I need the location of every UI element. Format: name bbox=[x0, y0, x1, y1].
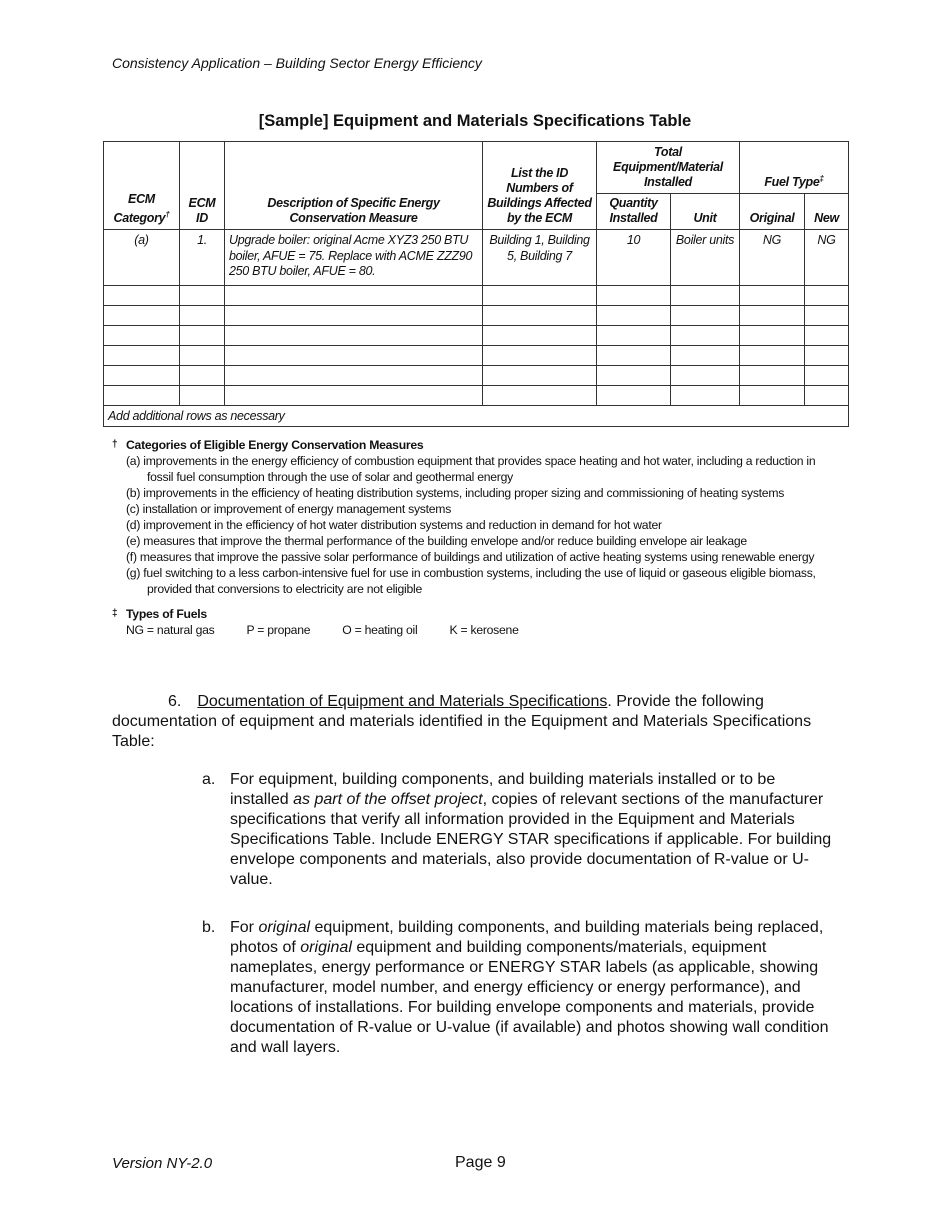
list-item-b: b. For original equipment, building components, and building materials being replaced, photos of original equipment and building components/materials, equipment nameplates, energy performance or ENERGY STAR labels (as applicable, showing manufacturer, model number, and energy efficiency or energy performance), and locations of installations. For building envelope components and materials, provide documentation of R-value or U-value (if available) and photos showing wall condition and wall layers. bbox=[202, 919, 829, 1056]
running-header: Consistency Application – Building Sector Energy Efficiency bbox=[112, 55, 482, 71]
cell-quantity: 10 bbox=[597, 230, 671, 286]
empty-row bbox=[104, 286, 849, 306]
cell-new: NG bbox=[805, 230, 849, 286]
empty-row bbox=[104, 366, 849, 386]
fuel-p: P = propane bbox=[246, 623, 311, 637]
category-item: (c) installation or improvement of energy management systems bbox=[126, 502, 452, 516]
category-item: (d) improvement in the efficiency of hot water distribution systems and reduction in demand for hot water bbox=[126, 518, 662, 532]
fuels-list bbox=[112, 622, 842, 638]
header-fuel-type: Fuel Type‡ bbox=[740, 142, 849, 194]
table-footnotes bbox=[112, 437, 842, 638]
list-item-a: a. For equipment, building components, and building materials installed or to be installed as part of the offset project, copies of relevant sections of the manufacturer specifications that verify all information provided in the Equipment and Materials Specifications Table. Include ENERGY STAR specifications if applicable. For building envelope components and materials, also provide documentation of R-value or U-value. bbox=[202, 771, 832, 888]
empty-row bbox=[104, 346, 849, 366]
header-ecm-id: ECM ID bbox=[180, 142, 225, 230]
header-new: New bbox=[805, 194, 849, 230]
section-6-heading: Documentation of Equipment and Materials Specifications bbox=[197, 693, 608, 710]
table-footer-note: Add additional rows as necessary bbox=[104, 406, 849, 427]
header-description: Description of Specific Energy Conservation Measure bbox=[225, 142, 483, 230]
category-item: (e) measures that improve the thermal performance of the building envelope and/or reduce building envelope air leakage bbox=[126, 534, 747, 548]
header-total-installed: Total Equipment/Material Installed bbox=[597, 142, 740, 194]
empty-row bbox=[104, 306, 849, 326]
equipment-specifications-table bbox=[103, 141, 849, 427]
category-item: (a) improvements in the energy efficiency of combustion equipment that provides space heating and hot water, including a reduction in fossil fuel consumption through the use of solar and geothermal energy bbox=[126, 454, 816, 484]
header-unit: Unit bbox=[671, 194, 740, 230]
cell-original: NG bbox=[740, 230, 805, 286]
cell-description: Upgrade boiler: original Acme XYZ3 250 BTU boiler, AFUE = 75. Replace with ACME ZZZ90 250 BTU boiler, AFUE = 80. bbox=[225, 230, 483, 286]
categories-heading: † Categories of Eligible Energy Conservation Measures bbox=[112, 438, 424, 452]
category-item: (b) improvements in the efficiency of heating distribution systems, including proper sizing and commissioning of heating systems bbox=[126, 486, 785, 500]
header-quantity: Quantity Installed bbox=[597, 194, 671, 230]
category-item: (g) fuel switching to a less carbon-intensive fuel for use in combustion systems, including the use of liquid or gaseous eligible biomass, provided that conversions to electricity are not eligible bbox=[126, 566, 816, 596]
cell-category: (a) bbox=[104, 230, 180, 286]
table-title: [Sample] Equipment and Materials Specifications Table bbox=[258, 112, 692, 130]
fuel-k: K = kerosene bbox=[449, 623, 519, 637]
cell-unit: Boiler units bbox=[671, 230, 740, 286]
table-row bbox=[104, 230, 849, 286]
header-original: Original bbox=[740, 194, 805, 230]
cell-id: 1. bbox=[180, 230, 225, 286]
section-6-paragraph: 6. Documentation of Equipment and Materials Specifications. Provide the following documentation of equipment and materials identified in the Equipment and Materials Specifications Table: bbox=[112, 693, 812, 750]
fuels-heading: ‡ Types of Fuels bbox=[112, 607, 207, 621]
cell-buildings: Building 1, Building 5, Building 7 bbox=[483, 230, 597, 286]
fuel-o: O = heating oil bbox=[342, 623, 418, 637]
category-item: (f) measures that improve the passive solar performance of buildings and utilization of active heating systems using renewable energy bbox=[126, 550, 815, 564]
fuel-ng: NG = natural gas bbox=[126, 623, 215, 637]
empty-row bbox=[104, 326, 849, 346]
header-ecm-category: ECM Category† bbox=[104, 142, 180, 230]
footer-version: Version NY-2.0 bbox=[112, 1155, 213, 1172]
footer-page-number: Page 9 bbox=[455, 1154, 506, 1171]
empty-row bbox=[104, 386, 849, 406]
header-buildings: List the ID Numbers of Buildings Affected by the ECM bbox=[483, 142, 597, 230]
categories-list bbox=[112, 453, 842, 597]
